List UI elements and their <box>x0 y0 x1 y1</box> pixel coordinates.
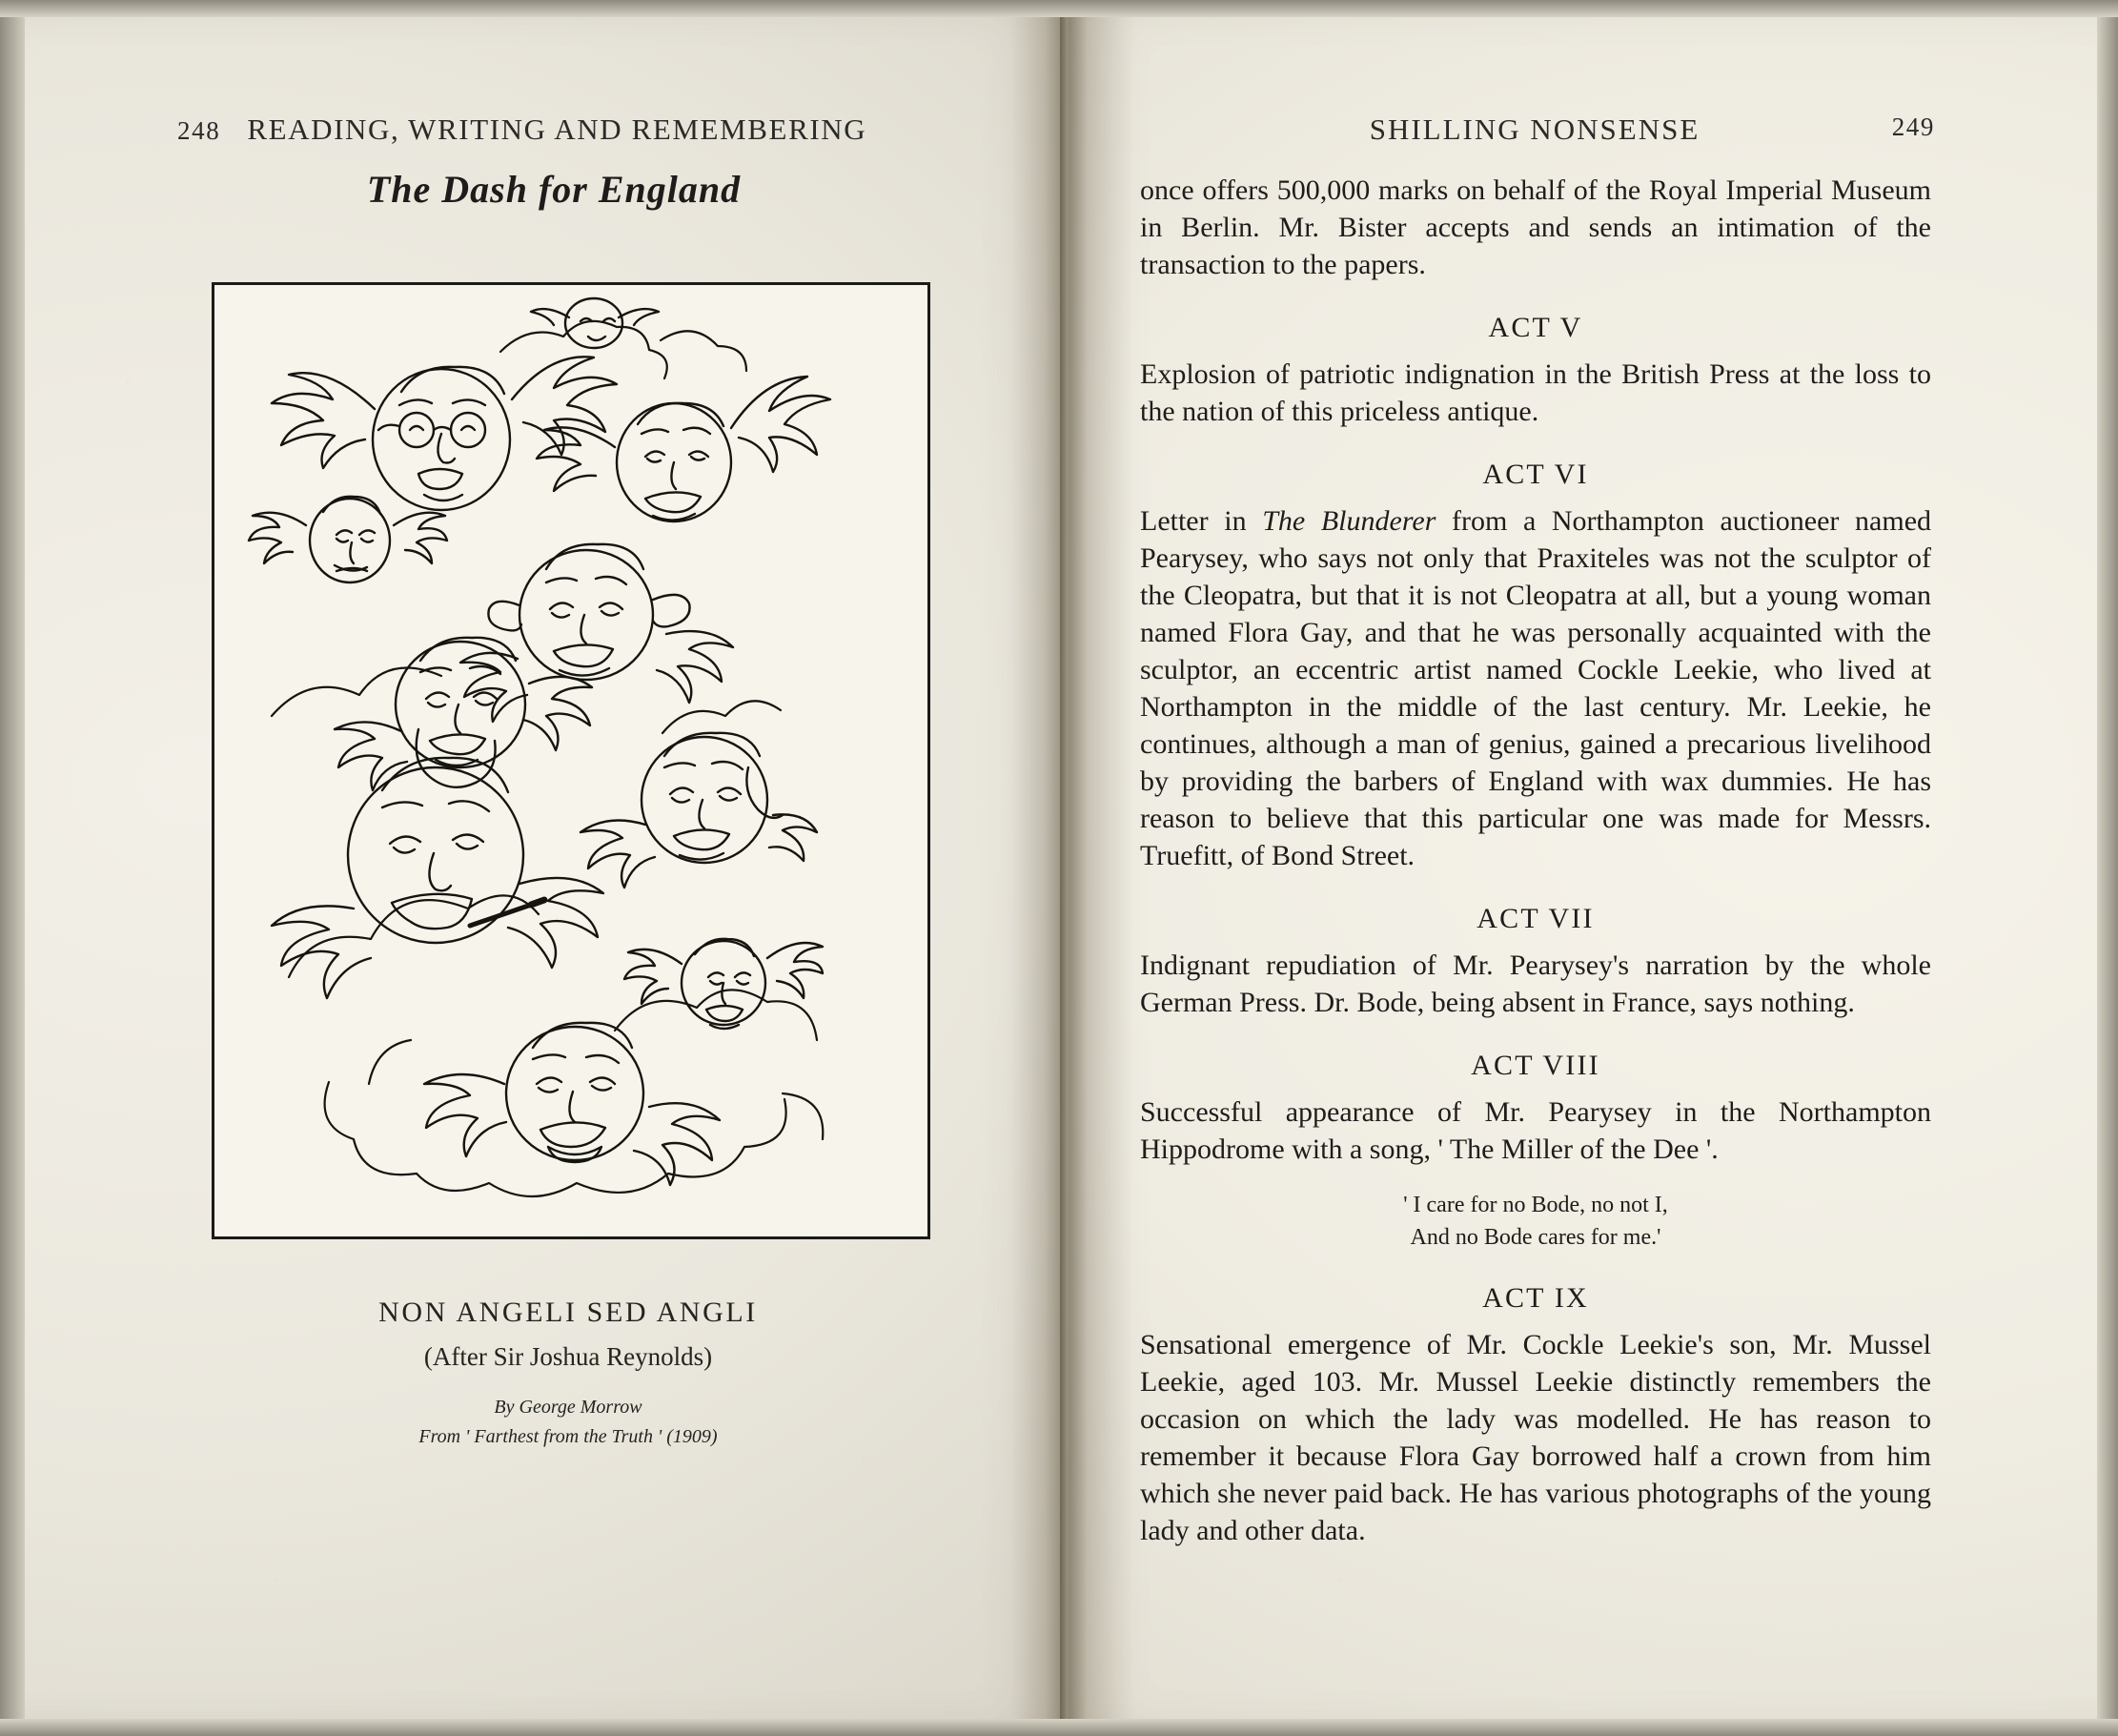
paragraph-act-vi <box>1140 502 1931 874</box>
caption-main: NON ANGELI SED ANGLI <box>378 1297 758 1328</box>
caption-artist: By George Morrow <box>494 1397 642 1418</box>
verse-block <box>1140 1189 1931 1254</box>
act-heading-viii: ACT VIII <box>1471 1050 1600 1081</box>
article-title: The Dash for England <box>366 168 742 211</box>
right-running-head-title: SHILLING NONSENSE <box>1369 112 1701 146</box>
illustration-caption <box>212 1297 925 1448</box>
cherub-heads-drawing <box>214 285 922 1231</box>
left-running-head-title: READING, WRITING AND REMEMBERING <box>247 112 867 146</box>
paragraph-intro: once offers 500,000 marks on behalf of the Royal Imperial Museum in Berlin. Mr. Bister accepts and sends an intimation of the transaction to the papers. <box>1140 174 1931 280</box>
book-title-the-blunderer: The Blunderer <box>1262 505 1436 537</box>
verse-line-2: And no Bode cares for me.' <box>1410 1225 1661 1251</box>
body-column <box>1140 172 1931 1549</box>
para6-part3: from a Northampton auctioneer named Pearysey, who says not only that Praxiteles was not the sculptor of the Cleopatra, but that it is not Cleopatra at all, but a young woman named Flora Gay, and that he was personally acquainted with the sculptor, an eccentric artist named Cockle Leekie, who lived at Northampton in the middle of the last century. Mr. Leekie, he continues, although a man of genius, gained a precarious livelihood by providing the barbers of England with wax dummies. He has reason to believe that this particular one was made for Messrs. Truefitt, of Bond Street. <box>1140 505 1932 871</box>
act-heading-vii: ACT VII <box>1476 903 1595 934</box>
act-heading-vi: ACT VI <box>1482 459 1589 490</box>
paragraph-act-viii: Successful appearance of Mr. Pearysey in the Northampton Hippodrome with a song, ' The Miller of the Dee '. <box>1140 1096 1931 1165</box>
act-heading-ix: ACT IX <box>1482 1282 1589 1315</box>
right-running-head <box>1134 112 1935 147</box>
para6-part1: Letter in <box>1140 505 1263 537</box>
right-page-number: 249 <box>1891 112 1935 141</box>
paragraph-act-vii: Indignant repudiation of Mr. Pearysey's narration by the whole German Press. Dr. Bode, being absent in France, says nothing. <box>1140 950 1931 1018</box>
verse-line-1: ' I care for no Bode, no not I, <box>1403 1193 1668 1217</box>
paragraph-act-ix: Sensational emergence of Mr. Cockle Leekie's son, Mr. Mussel Leekie, aged 103. Mr. Mussel Leekie distinctly remembers the occasion on which the lady was modelled. He has reason to remember it because Flora Gay borrowed half a crown from him which she never paid back. He has various photographs of the young lady and other data. <box>1140 1329 1931 1547</box>
left-page-number: 248 <box>177 116 221 145</box>
caption-source: From ' Farthest from the Truth ' (1909) <box>418 1426 718 1447</box>
left-running-head <box>177 112 930 147</box>
illustration-non-angeli-sed-angli <box>212 282 930 1239</box>
act-heading-v: ACT V <box>1488 312 1583 343</box>
paragraph-act-v: Explosion of patriotic indignation in the British Press at the loss to the nation of this priceless antique. <box>1140 358 1931 427</box>
caption-sub: (After Sir Joshua Reynolds) <box>423 1342 713 1371</box>
